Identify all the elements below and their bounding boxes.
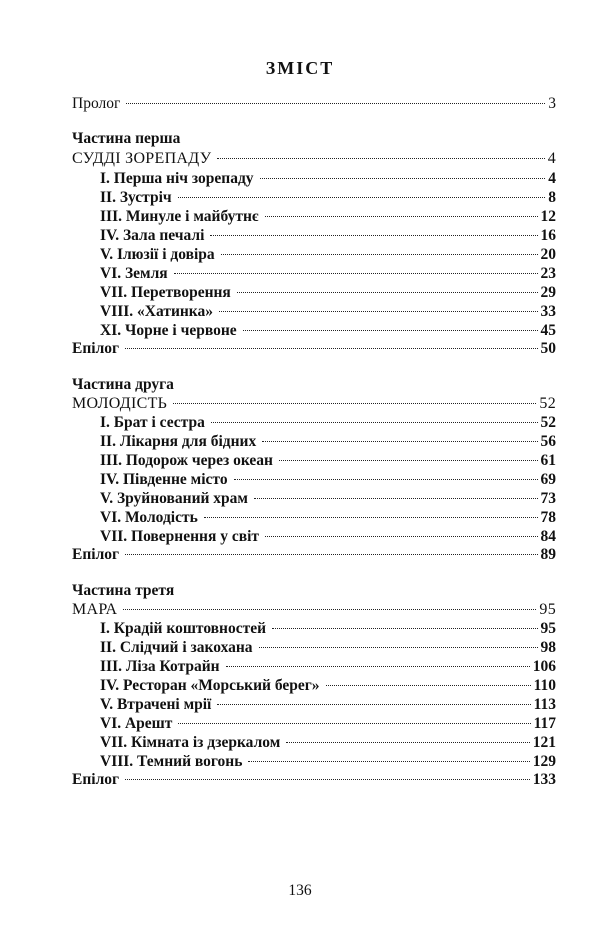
toc-chapter [100, 246, 556, 266]
toc-label: Епілог [72, 771, 120, 788]
page-number: 136 [288, 882, 312, 899]
toc-label: V. Зруйнований храм [100, 490, 248, 507]
toc-label: XI. Чорне і червоне [100, 322, 237, 339]
dot-leader [259, 647, 538, 648]
toc-page-number: 56 [540, 433, 556, 450]
toc-entry-prologue [72, 95, 556, 115]
dot-leader [123, 609, 536, 610]
toc-page-number: 73 [540, 490, 556, 507]
toc-chapter [100, 620, 556, 640]
toc-label: СУДДІ ЗОРЕПАДУ [72, 150, 212, 167]
toc-page-number: 117 [533, 715, 556, 732]
dot-leader [326, 685, 531, 686]
toc-label: Епілог [72, 546, 120, 563]
toc-page-number: 20 [540, 246, 556, 263]
toc-chapter [100, 265, 556, 285]
toc-label: МОЛОДІСТЬ [72, 395, 168, 412]
toc-chapter [100, 639, 556, 659]
toc-entry-epilogue [72, 546, 556, 566]
dot-leader [262, 441, 537, 442]
dot-leader [219, 311, 537, 312]
toc-page-number: 52 [539, 395, 556, 412]
dot-leader [211, 422, 538, 423]
toc-page-number: 113 [533, 696, 556, 713]
dot-leader [286, 742, 529, 743]
toc-page-number: 23 [540, 265, 556, 282]
page-title: ЗМІСТ [265, 58, 335, 78]
part-heading: Частина друга [72, 376, 174, 393]
toc-page-number: 3 [548, 95, 556, 112]
dot-leader [217, 704, 530, 705]
dot-leader [204, 517, 538, 518]
toc-label: IV. Ресторан «Морський берег» [100, 677, 320, 694]
toc-chapter [100, 509, 556, 529]
dot-leader [248, 761, 529, 762]
dot-leader [260, 178, 546, 179]
toc-chapter [100, 284, 556, 304]
toc-section-title [72, 601, 556, 621]
toc-label: Пролог [72, 95, 121, 112]
toc-label: II. Лікарня для бідних [100, 433, 257, 450]
dot-leader [234, 479, 538, 480]
toc-page-number: 33 [540, 303, 556, 320]
toc-label: VI. Земля [100, 265, 168, 282]
toc-page-number: 50 [540, 340, 556, 357]
toc-chapter [100, 677, 556, 697]
toc-label: VII. Кімната із дзеркалом [100, 734, 281, 751]
toc-page-number: 29 [540, 284, 556, 301]
toc-page-number: 121 [532, 734, 556, 751]
toc-page-number: 61 [540, 452, 556, 469]
dot-leader [254, 498, 538, 499]
dot-leader [237, 292, 538, 293]
toc-page-number: 78 [540, 509, 556, 526]
toc-page-number: 133 [532, 771, 556, 788]
dot-leader [125, 348, 537, 349]
dot-leader [221, 254, 538, 255]
toc-chapter [100, 227, 556, 247]
dot-leader [173, 403, 536, 404]
toc-chapter [100, 303, 556, 323]
toc-label: VI. Молодість [100, 509, 198, 526]
toc-label: III. Минуле і майбутнє [100, 208, 259, 225]
dot-leader [272, 628, 537, 629]
toc-page-number: 16 [540, 227, 556, 244]
toc-section-title [72, 150, 556, 170]
toc-label: III. Подорож через океан [100, 452, 273, 469]
dot-leader [217, 158, 544, 159]
toc-page-number: 4 [547, 150, 556, 167]
toc-chapter [100, 433, 556, 453]
toc-page-number: 8 [548, 189, 556, 206]
toc-page-number: 4 [548, 170, 556, 187]
toc-chapter [100, 734, 556, 754]
toc-label: VII. Перетворення [100, 284, 231, 301]
toc-label: III. Ліза Котрайн [100, 658, 220, 675]
toc-label: IV. Зала печалі [100, 227, 205, 244]
toc-page-number: 12 [540, 208, 556, 225]
toc-page-number: 129 [532, 753, 556, 770]
dot-leader [125, 554, 537, 555]
toc-label: VIII. «Хатинка» [100, 303, 214, 320]
toc-entry-epilogue [72, 771, 556, 791]
toc-chapter [100, 490, 556, 510]
dot-leader [226, 666, 530, 667]
toc-chapter [100, 189, 556, 209]
dot-leader [126, 103, 545, 104]
toc-section-title [72, 395, 556, 415]
toc-page-number: 84 [540, 528, 556, 545]
part-heading: Частина третя [72, 582, 175, 599]
toc-label: II. Зустріч [100, 189, 172, 206]
dot-leader [125, 779, 530, 780]
toc-label: Епілог [72, 340, 120, 357]
toc-label: I. Перша ніч зорепаду [100, 170, 254, 187]
dot-leader [243, 330, 538, 331]
part-heading: Частина перша [72, 130, 181, 147]
toc-chapter [100, 322, 556, 342]
toc-page-number: 52 [540, 414, 556, 431]
toc-chapter [100, 658, 556, 678]
dot-leader [210, 235, 537, 236]
dot-leader [265, 216, 538, 217]
toc-label: V. Ілюзії і довіра [100, 246, 215, 263]
dot-leader [178, 197, 546, 198]
toc-label: V. Втрачені мрії [100, 696, 212, 713]
toc-page-number: 110 [533, 677, 556, 694]
toc-page-number: 95 [539, 601, 556, 618]
toc-chapter [100, 715, 556, 735]
toc-chapter [100, 208, 556, 228]
dot-leader [265, 536, 537, 537]
toc-label: VII. Повернення у світ [100, 528, 260, 545]
toc-chapter [100, 753, 556, 773]
toc-page-number: 98 [540, 639, 556, 656]
toc-page-number: 45 [540, 322, 556, 339]
toc-chapter [100, 696, 556, 716]
toc-label: IV. Південне місто [100, 471, 228, 488]
toc-label: МАРА [72, 601, 118, 618]
toc-page-number: 106 [532, 658, 556, 675]
toc-chapter [100, 414, 556, 434]
dot-leader [178, 723, 530, 724]
toc-page-number: 89 [540, 546, 556, 563]
toc-label: I. Крадій коштовностей [100, 620, 267, 637]
toc-chapter [100, 452, 556, 472]
toc-chapter [100, 528, 556, 548]
toc-chapter [100, 170, 556, 190]
toc-label: VIII. Темний вогонь [100, 753, 243, 770]
toc-label: I. Брат і сестра [100, 414, 205, 431]
dot-leader [279, 460, 538, 461]
toc-label: VI. Арешт [100, 715, 173, 732]
toc-page-number: 95 [540, 620, 556, 637]
toc-page-number: 69 [540, 471, 556, 488]
toc-label: II. Слідчий і закохана [100, 639, 253, 656]
toc-entry-epilogue [72, 340, 556, 360]
toc-chapter [100, 471, 556, 491]
dot-leader [174, 273, 538, 274]
